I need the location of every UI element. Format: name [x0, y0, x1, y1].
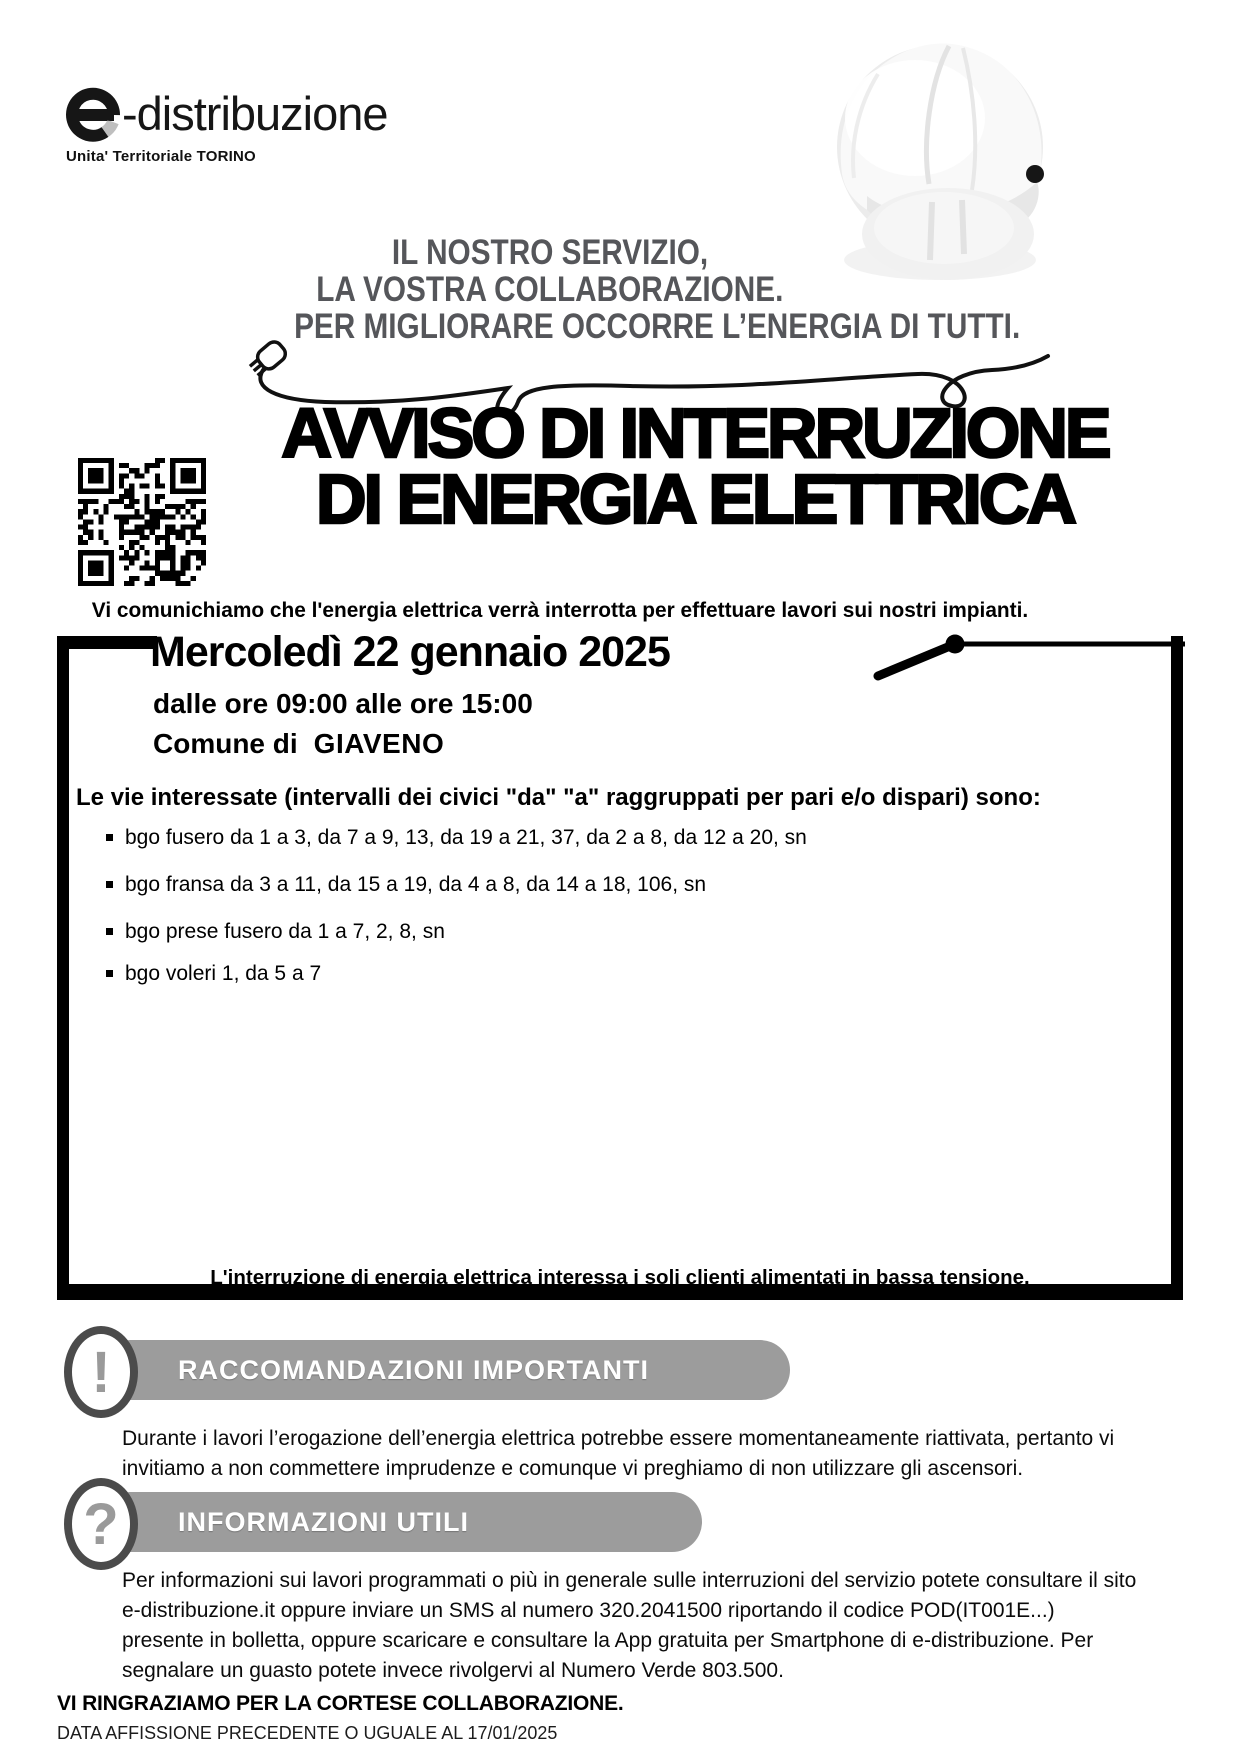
recommendations-line: invitiamo a non commettere imprudenze e comunque vi preghiamo di non utilizzare gli ascensori.: [122, 1457, 1024, 1480]
street-item: bgo fransa da 3 a 11, da 15 a 19, da 4 a 8, da 14 a 18, 106, sn: [106, 873, 706, 897]
interruption-date: Mercoledì 22 gennaio 2025: [150, 628, 670, 676]
info-text: [122, 1566, 1136, 1686]
logo-wordmark: -distribuzione: [122, 87, 388, 140]
recommendations-line: Durante i lavori l’erogazione dell’energia elettrica potrebbe essere momentaneamente riattivata, pertanto vi: [122, 1427, 1115, 1450]
territorial-unit-label: Unita' Territoriale TORINO: [66, 148, 256, 165]
recommendations-text: [122, 1424, 1114, 1484]
slogan-line-1: IL NOSTRO SERVIZIO,: [391, 233, 709, 272]
info-line: Per informazioni sui lavori programmati o più in generale sulle interruzioni del servizio potete consultare il sito: [122, 1569, 1137, 1592]
slogan-line-2: LA VOSTRA COLLABORAZIONE.: [316, 270, 784, 309]
question-icon: [64, 1478, 138, 1570]
notice-title-line-2: DI ENERGIA ELETTRICA: [316, 460, 1074, 538]
interruption-hours: dalle ore 09:00 alle ore 15:00: [153, 688, 533, 719]
thanks-line: VI RINGRAZIAMO PER LA CORTESE COLLABORAZIONE.: [57, 1692, 624, 1715]
logo: [64, 84, 388, 149]
qr-code: [78, 458, 206, 591]
recommendations-banner: RACCOMANDAZIONI IMPORTANTI: [118, 1340, 790, 1400]
street-item: bgo fusero da 1 a 3, da 7 a 9, 13, da 19 a 21, 37, da 2 a 8, da 12 a 20, sn: [106, 826, 807, 850]
info-line: e-distribuzione.it oppure inviare un SMS al numero 320.2041500 riportando il codice POD(IT001E...): [122, 1599, 1055, 1622]
low-voltage-footnote: L'interruzione di energia elettrica interessa i soli clienti alimentati in bassa tensione.: [210, 1266, 1030, 1289]
intro-text: Vi comunichiamo che l'energia elettrica verrà interrotta per effettuare lavori sui nostri impianti.: [91, 598, 1029, 622]
power-line-icon: [850, 614, 1195, 689]
exclamation-glyph: !: [91, 1339, 111, 1405]
notice-title: [205, 394, 1185, 538]
logo-e-icon: [64, 86, 122, 149]
comune-label: Comune di: [153, 728, 298, 759]
info-line: segnalare un guasto potete invece rivolgervi al Numero Verde 803.500.: [122, 1659, 784, 1682]
box-top-left-stub: [57, 636, 157, 649]
interruption-comune: [153, 728, 444, 760]
slogan-line-3: PER MIGLIORARE OCCORRE L’ENERGIA DI TUTTI.: [294, 307, 1021, 346]
street-item: bgo prese fusero da 1 a 7, 2, 8, sn: [106, 920, 445, 944]
question-glyph: ?: [83, 1491, 119, 1557]
posting-date-line: DATA AFFISSIONE PRECEDENTE O UGUALE AL 17/01/2025: [57, 1722, 558, 1743]
street-item: bgo voleri 1, da 5 a 7: [106, 962, 321, 986]
exclamation-icon: [64, 1326, 138, 1418]
streets-heading: Le vie interessate (intervalli dei civici "da" "a" raggruppati per pari e/o dispari) sono:: [76, 784, 1041, 811]
info-line: presente in bolletta, oppure scaricare e consultare la App gratuita per Smartphone di e-distribuzione. Per: [122, 1629, 1094, 1652]
comune-name: GIAVENO: [313, 728, 445, 759]
notice-title-line-1: AVVISO DI INTERRUZIONE: [281, 394, 1109, 472]
info-banner: INFORMAZIONI UTILI: [118, 1492, 702, 1552]
